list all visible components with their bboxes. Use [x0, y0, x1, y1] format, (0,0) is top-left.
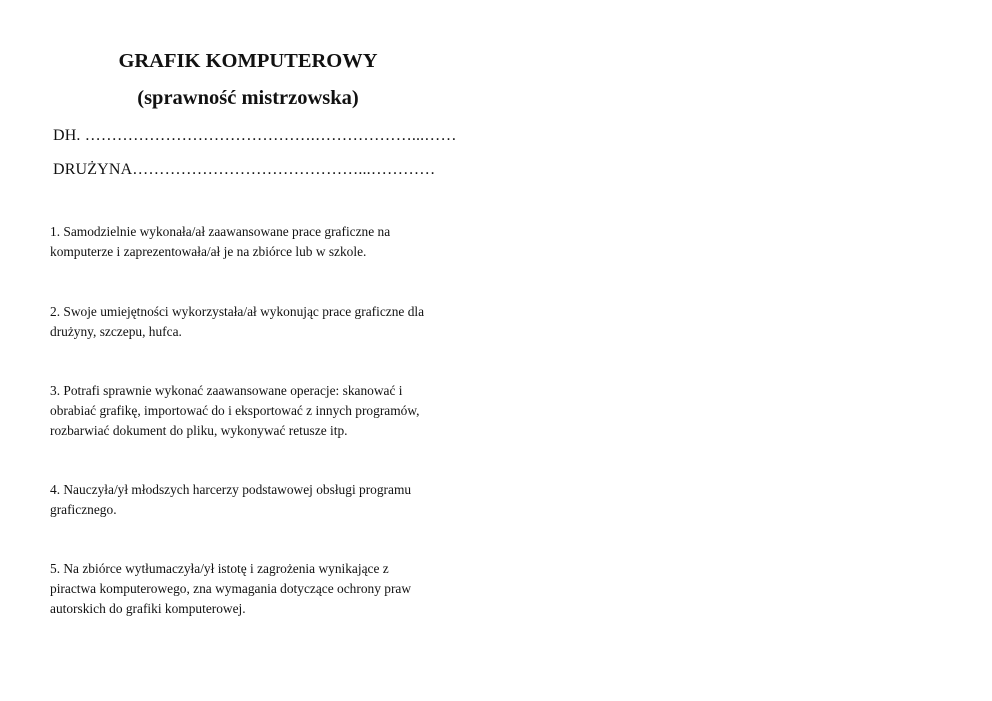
requirement-line: 2. Swoje umiejętności wykorzystała/ał wykonując prace graficzne dla	[50, 304, 425, 319]
requirement-line: autorskich do grafiki komputerowej.	[50, 601, 246, 616]
requirement-4	[50, 480, 460, 520]
requirement-line: 5. Na zbiórce wytłumaczyła/ył istotę i zagrożenia wynikające z	[50, 561, 389, 576]
requirement-3	[50, 381, 460, 441]
requirement-line: obrabiać grafikę, importować do i eksportować z innych programów,	[50, 403, 420, 418]
requirement-line: 3. Potrafi sprawnie wykonać zaawansowane operacje: skanować i	[50, 383, 403, 398]
requirement-5	[50, 559, 460, 619]
requirement-line: 1. Samodzielnie wykonała/ał zaawansowane prace graficzne na	[50, 224, 391, 239]
requirement-line: drużyny, szczepu, hufca.	[50, 324, 182, 339]
document-title: GRAFIK KOMPUTEROWY	[118, 50, 378, 72]
field-druzyna: DRUŻYNA……………………………………...…………	[53, 161, 436, 178]
requirement-line: piractwa komputerowego, zna wymagania dotyczące ochrony praw	[50, 581, 412, 596]
requirement-line: rozbarwiać dokument do pliku, wykonywać retusze itp.	[50, 423, 348, 438]
field-dh: DH. …………………………………….………………...……	[53, 127, 457, 144]
requirement-2	[50, 302, 460, 342]
requirement-line: 4. Nauczyła/ył młodszych harcerzy podstawowej obsługi programu	[50, 482, 412, 497]
requirement-1	[50, 222, 460, 262]
requirement-line: komputerze i zaprezentowała/ał je na zbiórce lub w szkole.	[50, 244, 367, 259]
requirement-line: graficznego.	[50, 502, 117, 517]
document-subtitle: (sprawność mistrzowska)	[137, 87, 359, 109]
